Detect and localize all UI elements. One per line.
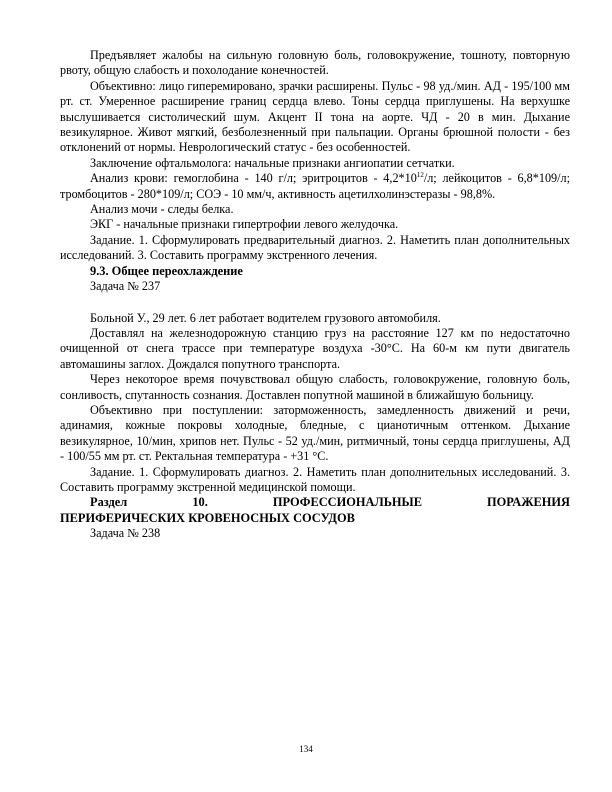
blood-analysis-superscript: 12 xyxy=(416,171,424,180)
ecg-paragraph: ЭКГ - начальные признаки гипертрофии левого желудочка. xyxy=(90,217,399,232)
blood-analysis-paragraph xyxy=(60,171,570,202)
admission-objective-paragraph: Объективно при поступлении: заторможенность, замедленность движений и речи, адинамия, кожные покровы холодные, бледные, с цианотичным оттенком. Дыхание везикулярное, 10/мин, хрипов нет. Пульс - 52 уд./мин, ритмичный, тоны сердца приглушены, АД - 100/55 мм рт. ст. Ректальная температура - +31 °С. xyxy=(60,402,570,464)
section-word-professional: ПРОФЕССИОНАЛЬНЫЕ xyxy=(272,495,422,510)
task-237-assignment-paragraph: Задание. 1. Сформулировать диагноз. 2. Наметить план дополнительных исследований. 3. Составить программу экстренной медицинской помощи. xyxy=(60,464,570,494)
blood-analysis-text-1: Анализ крови: гемоглобина - 140 г/л; эритроцитов - 4,2*10 xyxy=(90,171,417,186)
patient-intro-paragraph: Больной У., 29 лет. 6 лет работает водителем грузового автомобиля. xyxy=(90,310,441,325)
objective-paragraph: Объективно: лицо гиперемировано, зрачки расширены. Пульс - 98 уд./мин. АД - 195/100 мм рт. ст. Умеренное расширение границ сердца влево. Тоны сердца приглушены. На верхушке выслушивается систолический шум. Акцент II тона на аорте. ЧД - 20 в мин. Дыхание везикулярное. Живот мягкий, безболезненный при пальпации. Органы брюшной полости - без отклонений от нормы. Неврологический статус - без особенностей. xyxy=(60,78,570,155)
task-238-label: Задача № 238 xyxy=(90,526,161,541)
symptoms-paragraph: Через некоторое время почувствовал общую слабость, головокружение, головную боль, сонливость, спутанность сознания. Доставлен попутной машиной в ближайшую больницу. xyxy=(60,372,570,402)
section-word-lesions: ПОРАЖЕНИЯ xyxy=(487,495,570,510)
section-word-number: 10. xyxy=(192,495,208,510)
ophthalmologist-paragraph: Заключение офтальмолога: начальные признаки ангиопатии сетчатки. xyxy=(90,155,455,170)
section-10-heading-line1 xyxy=(60,495,570,510)
task-237-label: Задача № 237 xyxy=(90,279,161,294)
section-word-razdel: Раздел xyxy=(90,495,128,510)
page-number: 134 xyxy=(299,744,313,754)
section-10-heading xyxy=(60,495,570,526)
task-assignment-paragraph: Задание. 1. Сформулировать предварительный диагноз. 2. Наметить план дополнительных исследований. 3. Составить программу экстренного лечения. xyxy=(60,232,570,263)
section-heading-9-3: 9.3. Общее переохлаждение xyxy=(90,263,243,278)
history-paragraph: Доставлял на железнодорожную станцию груз на расстояние 127 км по недостаточно очищенной от снега трассе при температуре воздуха -30°С. На 60-м км пути двигатель автомашины заглох. Дождался попутного транспорта. xyxy=(60,325,570,371)
urine-analysis-paragraph: Анализ мочи - следы белка. xyxy=(90,202,234,217)
complaints-paragraph: Предъявляет жалобы на сильную головную боль, головокружение, тошноту, повторную рвоту, общую слабость и похолодание конечностей. xyxy=(60,48,570,78)
blood-analysis-text-2: /л; лейкоцитов - 6,8*109/л; тромбоцитов - 280*109/л; СОЭ - 10 мм/ч, активность ацетилхолинэстеразы - 98,8%. xyxy=(60,171,570,201)
section-10-heading-line2: ПЕРИФЕРИЧЕСКИХ КРОВЕНОСНЫХ СОСУДОВ xyxy=(60,510,355,525)
document-page xyxy=(60,48,570,542)
